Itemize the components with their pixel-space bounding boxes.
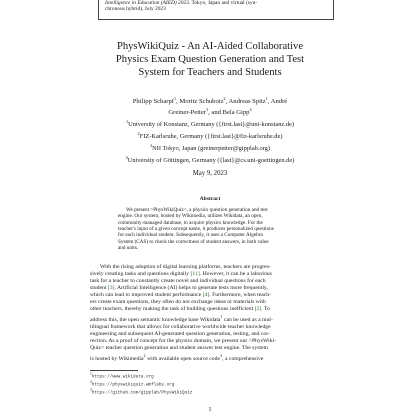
affiliation-text: FIZ-Karlsruhe, Germany ({first.last}@fiz-karlsruhe.de)	[139, 133, 283, 141]
affiliation-text: University of Göttingen, Germany ({last}@cs.uni-goettingen.de)	[127, 156, 295, 164]
body-text: is hosted by Wikimedia	[90, 355, 144, 362]
publication-note-venue: Intelligence in Education (AIED) 2023.	[105, 0, 191, 6]
footnote-item	[90, 380, 330, 388]
affiliation-item	[70, 154, 350, 166]
footnote-url[interactable]: https://physwikiquiz.wmflabs.org	[91, 382, 175, 388]
abstract-line: community-managed database, to acquire physics knowledge. For the	[118, 219, 263, 226]
body-line	[90, 313, 330, 324]
body-text: other teachers, thereby making the task of building questions inefficient	[90, 306, 255, 312]
author-text: Philipp Scharpf	[132, 98, 174, 106]
footnote-mark[interactable]: 2	[143, 352, 146, 358]
author-line-1	[70, 95, 350, 106]
body-line	[90, 271, 330, 278]
author-text: , and Bela Gipp	[208, 109, 250, 117]
body-line	[90, 352, 330, 363]
body-text: sively creating tasks and questions digitally	[90, 271, 191, 277]
author-text: , André	[267, 98, 288, 106]
author-affiliation-mark: 1	[173, 96, 177, 101]
author-affiliation-mark: 1	[265, 96, 268, 101]
body-text: . To	[261, 306, 270, 312]
affiliation-item	[70, 142, 350, 154]
footnote-number: 3	[90, 388, 92, 393]
abstract-line: engine. Our system, hosted by Wikimedia, utilizes Wikidata, an open,	[118, 213, 263, 220]
body-text: , a comprehensive	[222, 355, 264, 362]
footnote-url[interactable]: https://www.wikidata.org	[91, 374, 154, 380]
affiliation-mark: 3	[150, 142, 153, 148]
body-text: . However, it can be a laborious	[199, 271, 272, 277]
citation-link[interactable]: [11]	[190, 271, 200, 277]
footnote-divider	[90, 370, 138, 371]
affiliation-mark: 2	[137, 130, 140, 136]
publication-note-line-2: chronous hybrid), July 2023	[105, 6, 166, 13]
affiliation-mark: 4	[125, 154, 128, 160]
paper-date: May 9, 2023	[192, 170, 228, 177]
footnote-item	[90, 388, 330, 396]
body-text: With the rising adoption of digital learning platforms, teachers are progres-	[100, 264, 271, 270]
body-text: . Artificial Intelligence (AI) helps to generate tests more frequently,	[114, 285, 268, 291]
affiliation-text: University of Konstanz, Germany ({first.last}@uni-konstanz.de)	[128, 121, 294, 129]
author-affiliation-mark: 2	[223, 96, 226, 101]
author-text: , Andreas Spitz	[225, 98, 266, 106]
author-text: , Moritz Schubotz	[176, 98, 224, 106]
abstract-line: for each individual student. Subsequently, it uses a Computer Algebra	[118, 232, 263, 239]
body-line	[90, 299, 330, 306]
footnote-mark[interactable]: 3	[220, 352, 223, 358]
publication-note-location: Tokyo, Japan and virtual (syn-	[190, 0, 258, 6]
footnotes	[90, 372, 330, 396]
title-line: Physics Exam Question Generation and Test	[115, 54, 305, 66]
affiliation-text: NII Tokyo, Japan (greinerpetter@gipplab.org)	[152, 144, 270, 152]
body-text: ers create exam questions, they often do not exchange ideas or materials with	[90, 299, 266, 305]
body-text: rection. As a proof of concept for the physics domain, we present our >PhysWiki-	[90, 337, 277, 344]
publication-note-box	[98, 0, 334, 20]
body-text: student	[90, 285, 108, 291]
footnote-item	[90, 372, 330, 380]
footnote-number: 1	[90, 372, 92, 376]
footnote-url[interactable]: https://github.com/gipplab/PhysWikiQuiz	[91, 390, 193, 396]
introduction-paragraph	[90, 264, 330, 363]
body-line	[90, 338, 330, 345]
footnote-number: 2	[90, 380, 92, 385]
body-line	[90, 324, 330, 331]
abstract-line: System (CAS) to check the correctness of student answers, in both value	[118, 238, 269, 245]
author-text: Greiner-Petter	[168, 109, 206, 117]
body-line	[90, 345, 330, 352]
citation-link[interactable]: [4]	[202, 292, 210, 298]
abstract-line: and units.	[118, 245, 139, 252]
body-line	[90, 278, 330, 285]
body-text: address this, the open semantic knowledge base Wikidata	[90, 316, 221, 323]
author-affiliation-mark: 3	[206, 107, 209, 113]
citation-link[interactable]: [2]	[254, 306, 262, 312]
author-line-2	[70, 106, 350, 117]
author-affiliation-mark: 4	[249, 107, 252, 113]
body-text: which can lead to improved student performance	[90, 292, 203, 298]
title-line: System for Teachers and Students	[138, 67, 282, 79]
paper-title	[60, 40, 360, 80]
body-text: can be used as a mul-	[222, 316, 273, 323]
affiliation-item	[70, 118, 350, 130]
body-line	[90, 285, 330, 292]
body-text: task for a teacher to constantly create novel and individual questions for each	[90, 278, 266, 284]
body-text: . Furthermore, when teach-	[209, 292, 271, 298]
affiliation-item	[70, 130, 350, 142]
abstract-body	[118, 207, 302, 251]
body-line	[90, 306, 330, 313]
abstract-heading: Abstract	[199, 196, 221, 202]
author-list	[70, 95, 350, 118]
affiliation-mark: 1	[126, 119, 129, 124]
page-number: 1	[208, 406, 212, 413]
footnote-mark[interactable]: 1	[220, 314, 223, 319]
body-line	[90, 331, 330, 338]
citation-link[interactable]: [3]	[107, 285, 115, 291]
body-text: Quiz< teacher question generation and student answer test engine. The system	[90, 344, 268, 351]
abstract-line: We present >PhysWikiQuiz<, a physics question generation and test	[126, 207, 268, 213]
body-text: tilingual framework that allows for collaborative worldwide teacher knowledge	[90, 323, 271, 330]
abstract-line: teacher's input of a given concept name, it produces personalized questions	[118, 226, 274, 233]
body-line	[90, 264, 330, 271]
title-line: PhysWikiQuiz - An AI-Aided Collaborative	[116, 41, 304, 52]
body-text: with available open source code	[145, 355, 221, 362]
affiliations	[70, 118, 350, 166]
body-text: engineering and subsequent AI-generated question generation, testing, and cor-	[90, 330, 270, 337]
body-line	[90, 292, 330, 299]
